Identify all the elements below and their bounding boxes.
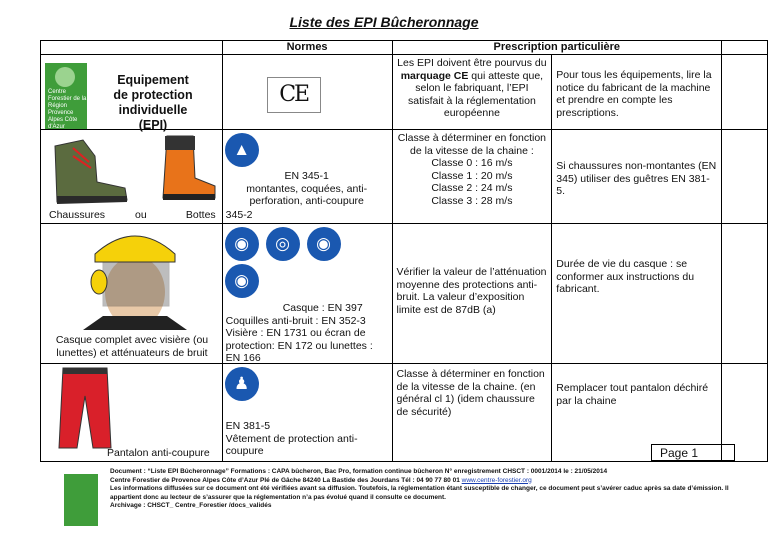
ce-cell	[222, 55, 392, 130]
ce-text-1: Les EPI doivent être pourvus du	[397, 57, 547, 69]
header-prescription: Prescription particulière	[392, 41, 722, 55]
centre-forestier-logo	[45, 63, 87, 129]
tree-icon	[55, 67, 75, 87]
helmet-badges	[223, 224, 392, 261]
ce-text-2: qui atteste que, selon le fabriquant, l’EPI satisfait à la réglementation européenne	[407, 69, 544, 119]
class-intro: Classe à déterminer en fonction de la vitesse de la chaine :	[397, 132, 547, 157]
trousers-cell	[41, 364, 223, 462]
footer	[110, 468, 750, 511]
helmet-lifetime-prescription: Durée de vie du casque : se conformer aux instructions du fabricant.	[552, 224, 722, 364]
trousers-label: Pantalon anti-coupure	[107, 446, 210, 459]
class-0: Classe 0 : 16 m/s	[431, 157, 513, 169]
helmet-icon	[95, 236, 175, 262]
helmet-photo	[43, 226, 223, 330]
extra-cell-3	[722, 224, 768, 364]
norm-en345-1	[227, 170, 387, 208]
footwear-prescription: Si chaussures non-montantes (EN 345) utiliser des guêtres EN 381-5.	[552, 130, 722, 224]
footer-line-1: Document : “Liste EPI Bûcheronnage” Formations : CAPA bûcheron, Bac Pro, formation continue bûcheron N° enregistrement CHSCT : 0001/2014 le : 21/05/2014	[110, 468, 608, 475]
footer-line-2	[110, 477, 750, 486]
head-protection-icon: ◉	[307, 227, 341, 261]
trousers-class-prescription: Classe à déterminer en fonction de la vitesse de la chaine. (en général cl 1) (idem chaussure de sécurité)	[392, 364, 552, 462]
norm-code: EN 345-1	[284, 170, 329, 182]
norm-345-2: 345-2	[225, 208, 253, 221]
trousers-norms	[222, 364, 392, 462]
class-3: Classe 3 : 28 m/s	[431, 194, 513, 207]
norm-en381-5: EN 381-5	[225, 420, 271, 432]
trousers-prescription: Remplacer tout pantalon déchiré par la chaine	[552, 364, 722, 462]
helmet-norm-text	[226, 302, 390, 365]
footwear-cell	[41, 130, 223, 224]
ce-text-bold: marquage CE	[400, 69, 469, 82]
page-number: Page 1	[651, 444, 735, 461]
norm-coquilles: Coquilles anti-bruit : EN 352-3	[225, 314, 366, 327]
footer-line-3: Les informations diffusées sur ce document ont été vérifiées avant sa diffusion. Toutefois, la réglementation étant susceptible de changer, ce document peut s’avérer caduc après sa date d’émission. Il appartient donc au lecteur de s’assurer que la réglementation n’a pas évolué quand il consulte ce document.	[110, 485, 729, 501]
trousers-photo	[49, 366, 119, 450]
extra-cell-2	[722, 130, 768, 224]
footer-address: Centre Forestier de Provence Alpes Côte d’Azur Plé de Gâche 84240 La Bastide des Jourdans Tél : 04 90 77 80 01	[110, 476, 462, 484]
norm-vetement: Vêtement de protection anti-coupure	[225, 432, 358, 457]
footwear-class-prescription	[392, 130, 552, 224]
safety-boot-icon: ▲	[225, 133, 259, 167]
class-1: Classe 1 : 20 m/s	[431, 169, 513, 182]
general-prescription: Pour tous les équipements, lire la notice du fabricant de la machine et prendre en compte les prescriptions.	[552, 55, 722, 130]
helmet-norms	[222, 224, 392, 364]
norm-visiere: Visière : EN 1731 ou écran de protection: EN 172 ou lunettes : EN 166	[225, 327, 373, 364]
footer-logo	[64, 474, 98, 526]
ce-prescription	[392, 55, 552, 130]
protective-clothing-icon: ♟	[225, 367, 259, 401]
norm-casque: Casque : EN 397	[282, 302, 363, 314]
footer-line-4: Archivage : CHSCT_ Centre_Forestier /docs_validés	[110, 502, 272, 509]
footwear-norms	[222, 130, 392, 224]
visor-icon	[103, 262, 169, 306]
footwear-photo	[43, 132, 223, 212]
class-2: Classe 2 : 24 m/s	[431, 182, 513, 194]
trousers-icon	[59, 368, 111, 448]
ce-mark-icon: CE	[267, 77, 321, 113]
helmet-label: Casque complet avec visière (ou lunettes) et atténuateurs de bruit	[55, 334, 209, 359]
trousers-norm-text	[226, 420, 386, 458]
face-shield-icon: ◉	[225, 264, 259, 298]
epi-table	[40, 40, 768, 462]
boot-icon	[163, 136, 215, 200]
footer-website-link[interactable]: www.centre-forestier.org	[461, 476, 532, 484]
equipment-header-cell	[41, 55, 223, 130]
label-ou: ou	[135, 208, 147, 221]
label-chaussures: Chaussures	[49, 208, 106, 221]
earmuff-icon	[91, 270, 107, 294]
ear-protection-icon: ◉	[225, 227, 259, 261]
logo-text: Centre Forestier de la Région Provence Alpes Côte d'Azur	[48, 89, 87, 130]
helmet-cell	[41, 224, 223, 364]
shoe-icon	[55, 140, 127, 204]
header-blank	[41, 41, 223, 55]
helmet-attenuation-prescription: Vérifier la valeur de l’atténuation moyenne des protections anti-bruit. La valeur d’exposition limite est de 87dB (a)	[392, 224, 552, 364]
page-title: Liste des EPI Bûcheronnage	[289, 14, 479, 30]
label-bottes: Bottes	[185, 208, 216, 221]
norm-desc: montantes, coquées, anti-perforation, anti-coupure	[246, 182, 368, 207]
extra-cell-1	[722, 55, 768, 130]
header-extra	[722, 41, 768, 55]
equipment-title: Equipement de protection individuelle (EPI)	[113, 73, 193, 132]
eye-protection-icon: ◎	[266, 227, 300, 261]
header-normes: Normes	[222, 41, 392, 55]
